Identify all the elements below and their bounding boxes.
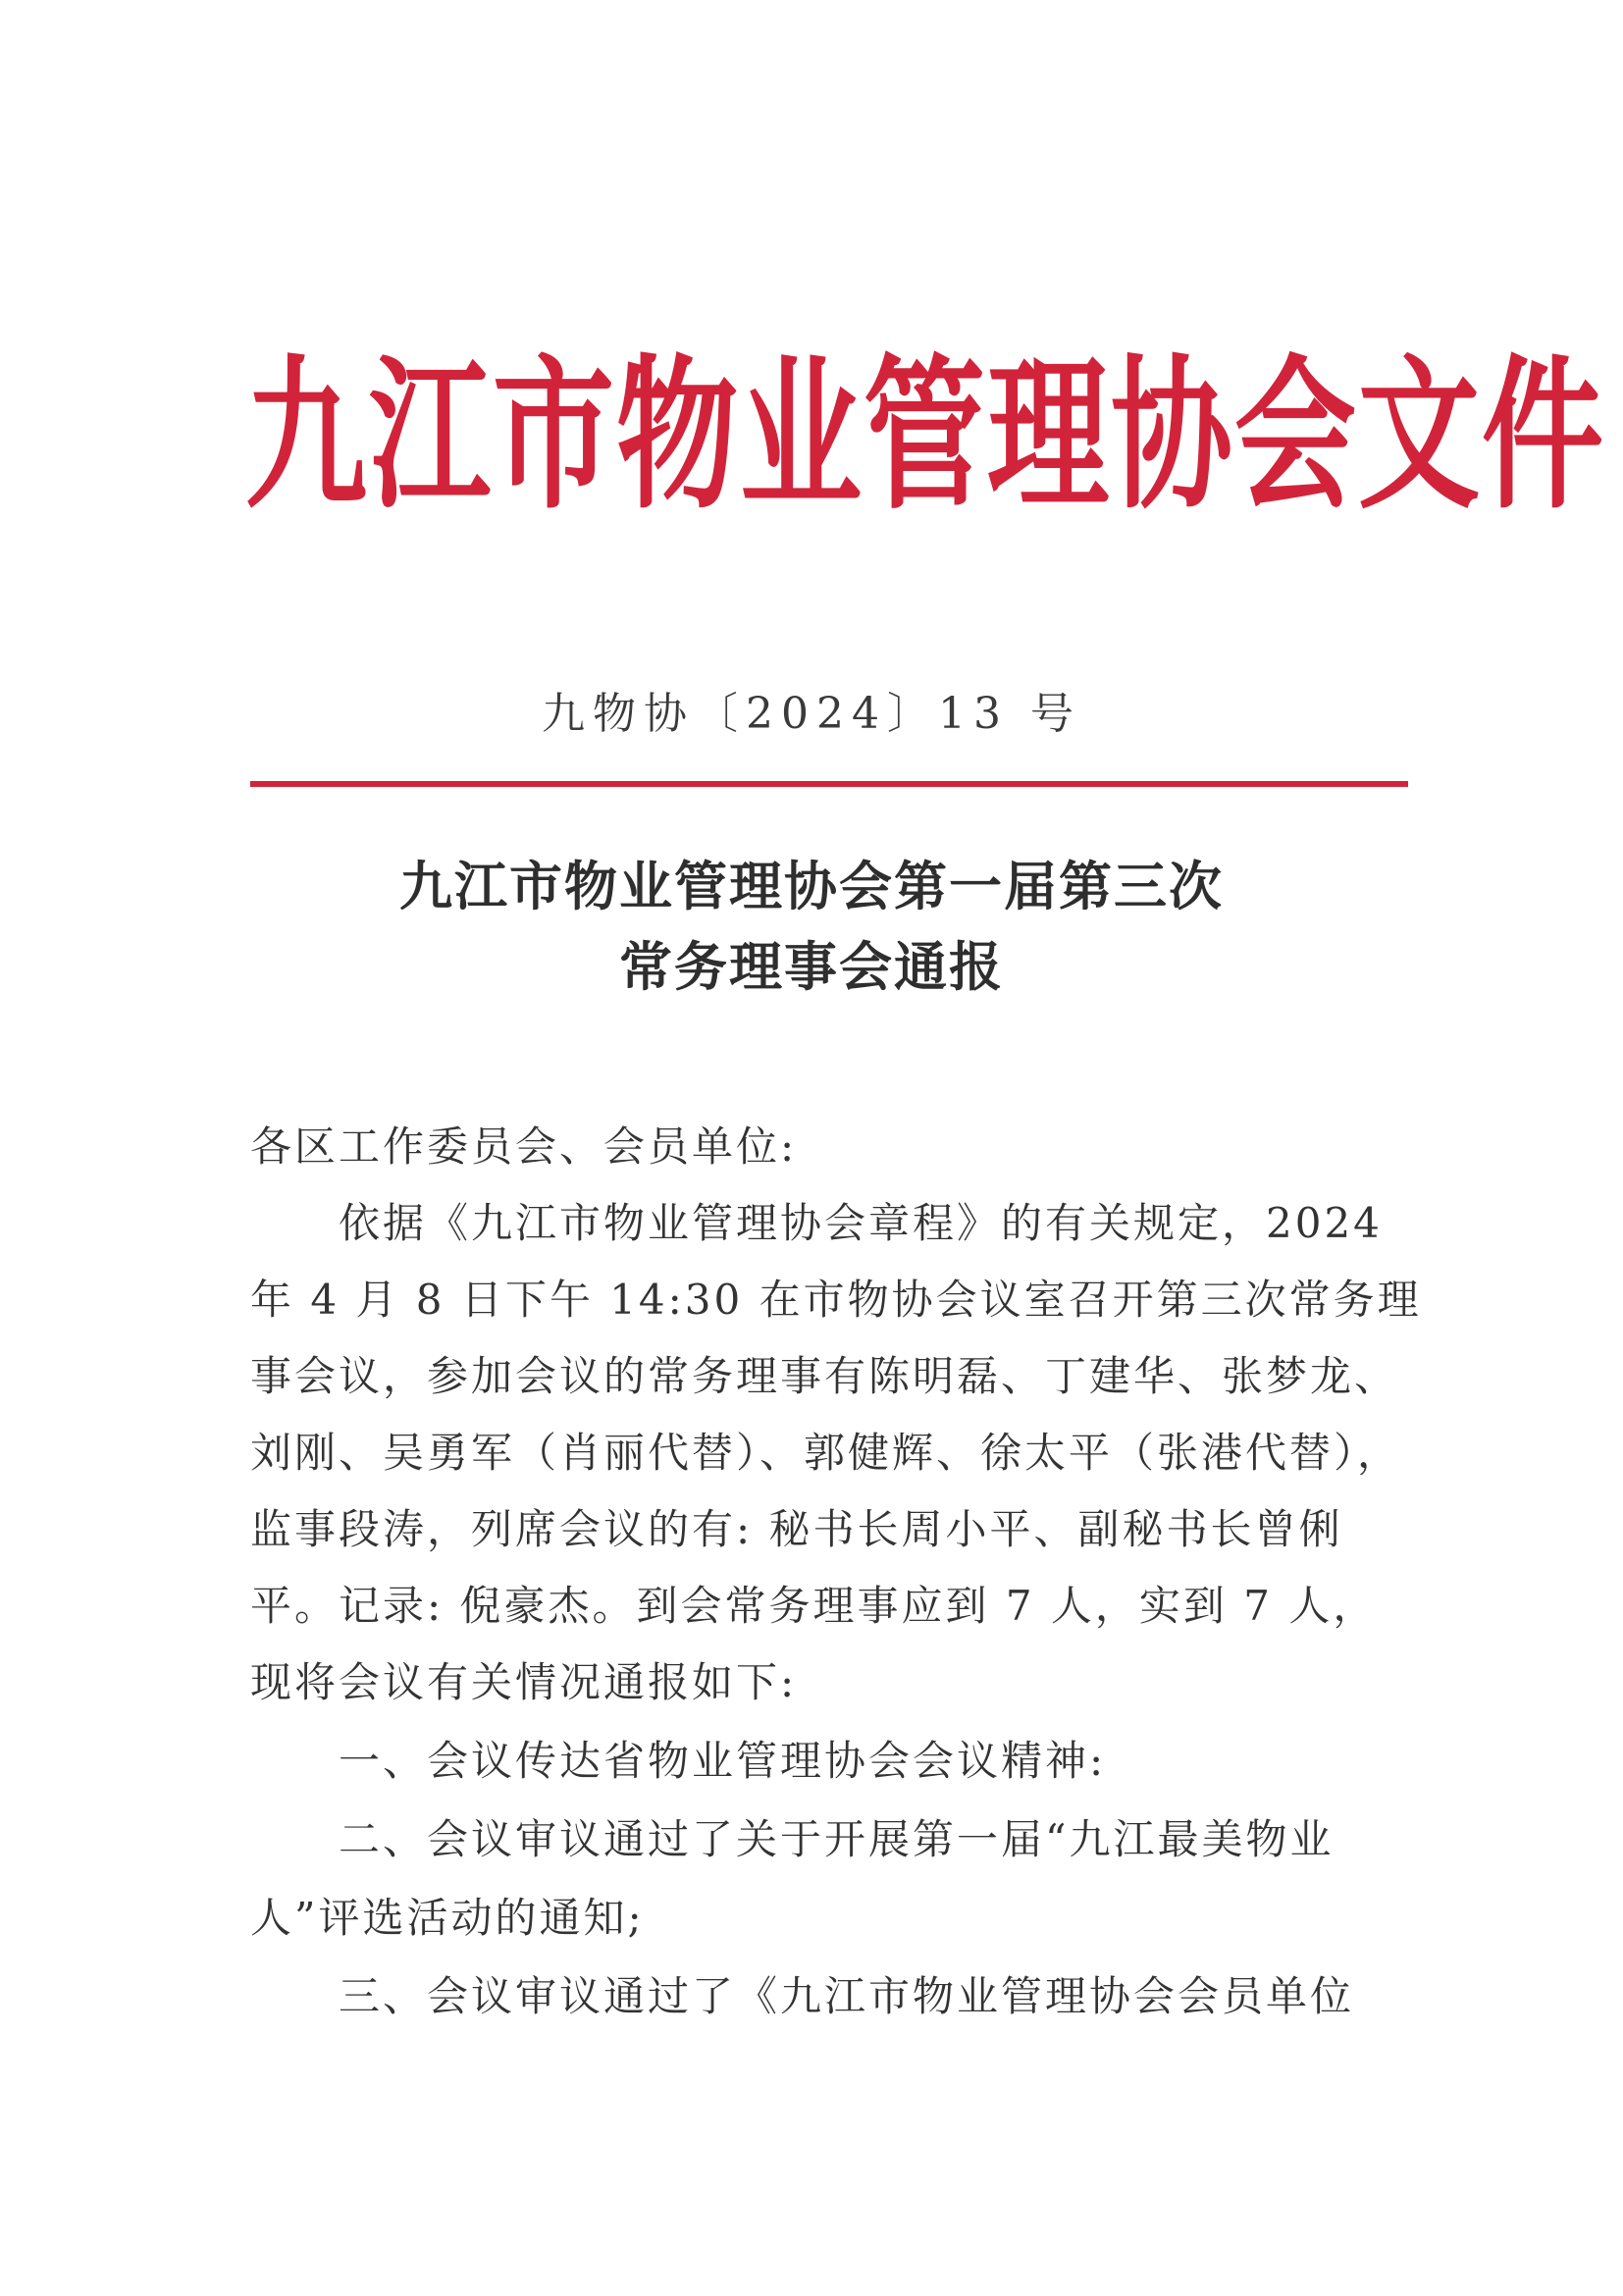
body-line-6: 平。记录: 倪豪杰。到会常务理事应到 7 人，实到 7 人， (250, 1582, 1378, 1630)
body-line-1: 依据《九江市物业管理协会章程》的有关规定，2024 (339, 1199, 1383, 1247)
body-line-9: 二、会议审议通过了关于开展第一届“九江最美物业 (339, 1815, 1335, 1863)
body-line-10: 人”评选活动的通知; (250, 1894, 645, 1942)
red-divider-line (250, 781, 1408, 787)
body-line-11: 三、会议审议通过了《九江市物业管理协会会员单位 (339, 1972, 1355, 2020)
body-line-7: 现将会议有关情况通报如下: (250, 1658, 798, 1706)
body-line-4: 刘刚、吴勇军（肖丽代替）、郭健辉、徐太平（张港代替）， (250, 1429, 1402, 1477)
document-number: 九物协〔2024〕13 号 (542, 689, 1081, 739)
masthead-title: 九江市物业管理协会文件 (245, 339, 1606, 533)
body-line-5: 监事段涛，列席会议的有: 秘书长周小平、副秘书长曾俐 (250, 1505, 1343, 1553)
body-line-3: 事会议，参加会议的常务理事有陈明磊、丁建华、张梦龙、 (250, 1352, 1399, 1400)
document-title-line-2: 常务理事会通报 (619, 935, 1004, 998)
body-line-8: 一、会议传达省物业管理协会会议精神: (339, 1737, 1107, 1785)
salutation: 各区工作委员会、会员单位: (250, 1122, 798, 1171)
document-title-line-1: 九江市物业管理协会第一届第三次 (399, 855, 1224, 917)
body-line-2: 年 4 月 8 日下午 14:30 在市物协会议室召开第三次常务理 (250, 1276, 1422, 1324)
